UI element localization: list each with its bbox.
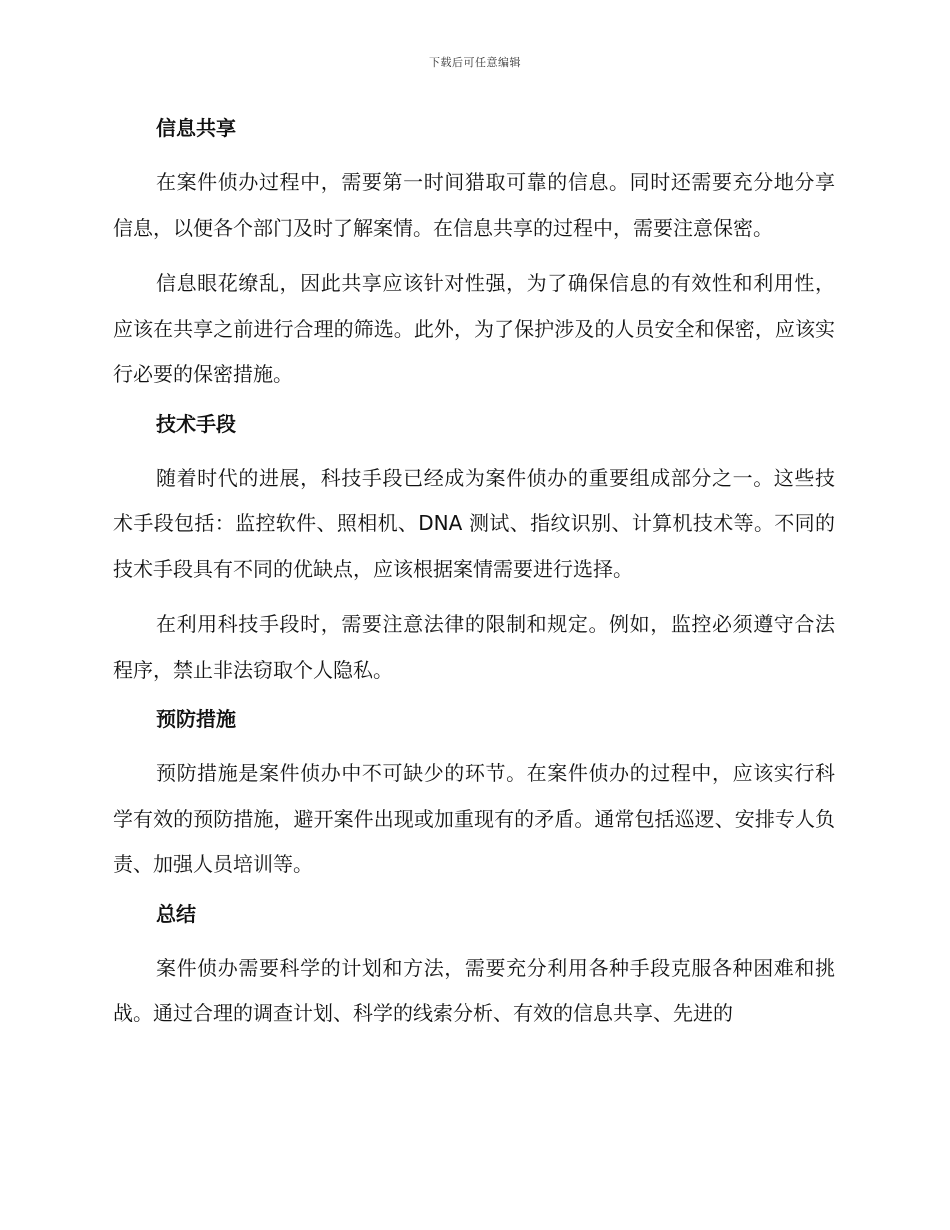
paragraph: 信息眼花缭乱，因此共享应该针对性强，为了确保信息的有效性和利用性，应该在共享之前进行合理的筛选。此外，为了保护涉及的人员安全和保密，应该实行必要的保密措施。 bbox=[113, 271, 835, 386]
header-note: 下载后可任意编辑 bbox=[429, 56, 521, 69]
document-body bbox=[113, 112, 835, 1047]
paragraph: 在利用科技手段时，需要注意法律的限制和规定。例如，监控必须遵守合法程序，禁止非法窃取个人隐私。 bbox=[113, 612, 835, 682]
section-preventive-measures bbox=[113, 703, 835, 888]
paragraph: 案件侦办需要科学的计划和方法，需要充分利用各种手段克服各种困难和挑战。通过合理的调查计划、科学的线索分析、有效的信息共享、先进的 bbox=[113, 955, 835, 1025]
section-title: 预防措施 bbox=[156, 707, 236, 731]
section-technical-means bbox=[113, 408, 835, 694]
section-title: 信息共享 bbox=[156, 116, 236, 140]
section-title: 技术手段 bbox=[156, 411, 236, 436]
section-title: 总结 bbox=[156, 901, 196, 926]
section-info-sharing bbox=[113, 112, 835, 398]
paragraph: 预防措施是案件侦办中不可缺少的环节。在案件侦办的过程中，应该实行科学有效的预防措施，避开案件出现或加重现有的矛盾。通常包括巡逻、安排专人负责、加强人员培训等。 bbox=[113, 761, 835, 876]
paragraph: 在案件侦办过程中，需要第一时间猎取可靠的信息。同时还需要充分地分享信息，以便各个部门及时了解案情。在信息共享的过程中，需要注意保密。 bbox=[113, 170, 835, 240]
paragraph: 随着时代的进展，科技手段已经成为案件侦办的重要组成部分之一。这些技术手段包括：监控软件、照相机、DNA 测试、指纹识别、计算机技术等。不同的技术手段具有不同的优缺点，应该根据案情需要进行选择。 bbox=[113, 465, 835, 581]
section-summary bbox=[113, 898, 835, 1037]
